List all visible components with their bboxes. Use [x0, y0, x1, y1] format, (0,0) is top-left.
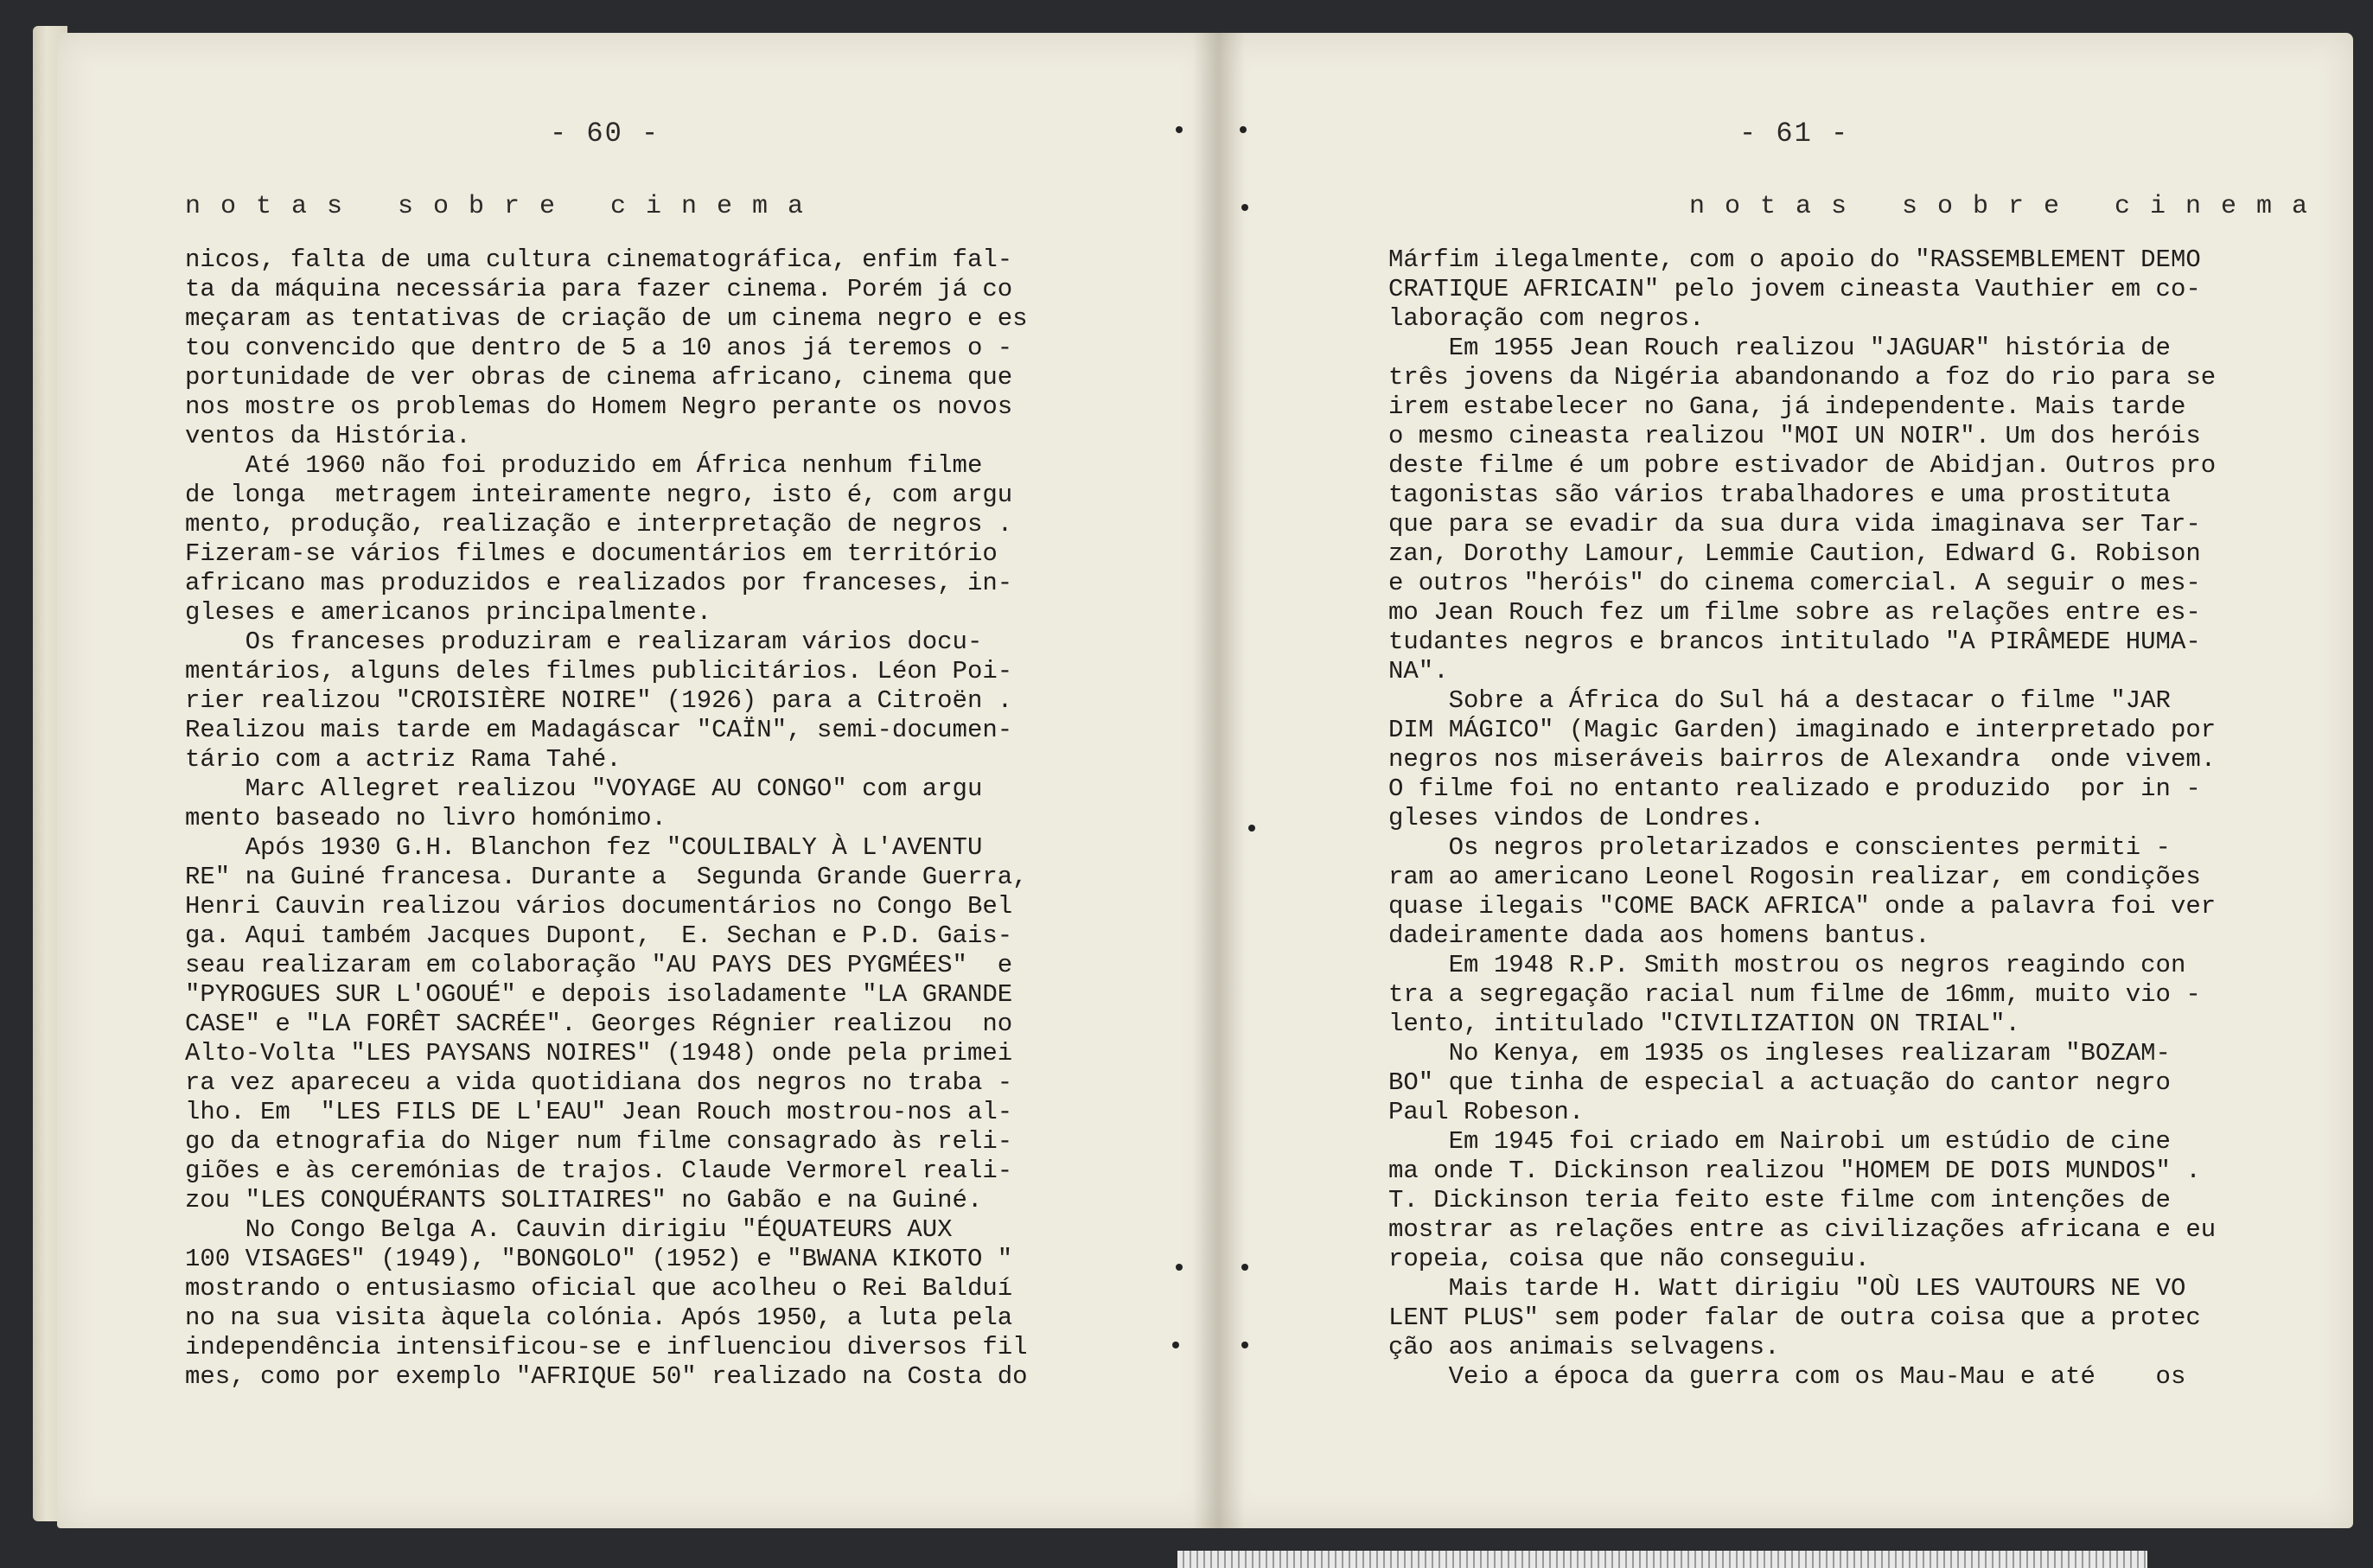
text-line: de longa metragem inteiramente negro, isto é, com argu	[185, 481, 1013, 509]
text-line: laboração com negros.	[1388, 304, 1705, 333]
text-line: Fizeram-se vários filmes e documentários em território	[185, 539, 998, 568]
text-line: negros nos miseráveis bairros de Alexandra onde vivem.	[1388, 745, 2217, 774]
text-line: nicos, falta de uma cultura cinematográfica, enfim fal-	[185, 245, 1013, 274]
text-line: Realizou mais tarde em Madagáscar "CAÏN", semi-documen-	[185, 716, 1013, 744]
text-line: Até 1960 não foi produzido em África nenhum filme	[185, 451, 983, 480]
page-number: - 60 -	[550, 118, 660, 150]
text-line: No Congo Belga A. Cauvin dirigiu "ÉQUATEURS AUX	[185, 1215, 953, 1244]
text-line: giões e às ceremónias de trajos. Claude Vermorel reali-	[185, 1157, 1013, 1185]
text-line: e outros "heróis" do cinema comercial. A seguir o mes-	[1388, 569, 2201, 597]
text-line: Mais tarde H. Watt dirigiu "OÙ LES VAUTOURS NE VO	[1388, 1274, 2186, 1303]
text-line: CASE" e "LA FORÊT SACRÉE". Georges Régnier realizou no	[185, 1010, 1013, 1038]
binding-hole	[1176, 126, 1183, 133]
text-line: ção aos animais selvagens.	[1388, 1333, 1780, 1361]
text-line: mento baseado no livro homónimo.	[185, 804, 667, 832]
text-line: gleses e americanos principalmente.	[185, 598, 712, 627]
text-line: Sobre a África do Sul há a destacar o filme "JAR	[1388, 686, 2171, 715]
running-header: notas sobre cinema	[185, 192, 824, 221]
text-line: lho. Em "LES FILS DE L'EAU" Jean Rouch mostrou-nos al-	[185, 1098, 1013, 1126]
text-line: Márfim ilegalmente, com o apoio do "RASSEMBLEMENT DEMO	[1388, 245, 2201, 274]
binding-hole	[1176, 1264, 1183, 1271]
text-line: 100 VISAGES" (1949), "BONGOLO" (1952) e "BWANA KIKOTO "	[185, 1245, 1013, 1273]
text-line: T. Dickinson teria feito este filme com intenções de	[1388, 1186, 2171, 1214]
binding-hole	[1241, 1264, 1248, 1271]
text-line: mes, como por exemplo "AFRIQUE 50" realizado na Costa do	[185, 1362, 1028, 1391]
text-line: No Kenya, em 1935 os ingleses realizaram "BOZAM-	[1388, 1039, 2171, 1068]
text-line: BO" que tinha de especial a actuação do cantor negro	[1388, 1068, 2171, 1097]
text-line: go da etnografia do Niger num filme consagrado às reli-	[185, 1127, 1013, 1156]
text-line: rier realizou "CROISIÈRE NOIRE" (1926) para a Citroën .	[185, 686, 1013, 715]
page-number: - 61 -	[1739, 118, 1850, 150]
text-line: tou convencido que dentro de 5 a 10 anos já teremos o -	[185, 334, 1013, 362]
text-line: RE" na Guiné francesa. Durante a Segunda Grande Guerra,	[185, 863, 1028, 891]
text-line: tra a segregação racial num filme de 16mm, muito vio -	[1388, 980, 2201, 1009]
text-line: seau realizaram em colaboração "AU PAYS DES PYGMÉES" e	[185, 951, 1013, 979]
text-line: lento, intitulado "CIVILIZATION ON TRIAL".	[1388, 1010, 2020, 1038]
text-line: gleses vindos de Londres.	[1388, 804, 1765, 832]
text-line: Em 1955 Jean Rouch realizou "JAGUAR" história de	[1388, 334, 2171, 362]
text-line: nos mostre os problemas do Homem Negro perante os novos	[185, 392, 1013, 421]
text-line: Marc Allegret realizou "VOYAGE AU CONGO" com argu	[185, 774, 983, 803]
binding-hole	[1241, 1342, 1248, 1348]
text-line: independência intensificou-se e influenciou diversos fil	[185, 1333, 1028, 1361]
running-header: notas sobre cinema	[1689, 192, 2328, 221]
text-line: meçaram as tentativas de criação de um cinema negro e es	[185, 304, 1028, 333]
text-line: DIM MÁGICO" (Magic Garden) imaginado e interpretado por	[1388, 716, 2217, 744]
text-line: ma onde T. Dickinson realizou "HOMEM DE DOIS MUNDOS" .	[1388, 1157, 2201, 1185]
text-line: zan, Dorothy Lamour, Lemmie Caution, Edward G. Robison	[1388, 539, 2201, 568]
text-line: NA".	[1388, 657, 1449, 685]
text-line: Henri Cauvin realizou vários documentários no Congo Bel	[185, 892, 1013, 921]
text-line: tudantes negros e brancos intitulado "A PIRÂMEDE HUMA-	[1388, 628, 2201, 656]
scale-ruler	[1177, 1551, 2147, 1568]
binding-hole	[1172, 1342, 1179, 1348]
text-line: portunidade de ver obras de cinema africano, cinema que	[185, 363, 1013, 392]
text-line: no na sua visita àquela colónia. Após 1950, a luta pela	[185, 1303, 1013, 1332]
text-line: mo Jean Rouch fez um filme sobre as relações entre es-	[1388, 598, 2201, 627]
text-line: CRATIQUE AFRICAIN" pelo jovem cineasta Vauthier em co-	[1388, 275, 2201, 303]
text-line: ram ao americano Leonel Rogosin realizar, em condições	[1388, 863, 2201, 891]
text-line: LENT PLUS" sem poder falar de outra coisa que a protec	[1388, 1303, 2201, 1332]
left-page-body	[185, 245, 1028, 1392]
text-line: ventos da História.	[185, 422, 471, 450]
text-line: Em 1948 R.P. Smith mostrou os negros reagindo con	[1388, 951, 2186, 979]
text-line: africano mas produzidos e realizados por franceses, in-	[185, 569, 1013, 597]
binding-hole	[1240, 126, 1247, 133]
right-page-body	[1388, 245, 2216, 1392]
text-line: ra vez apareceu a vida quotidiana dos negros no traba -	[185, 1068, 1013, 1097]
text-line: Em 1945 foi criado em Nairobi um estúdio de cine	[1388, 1127, 2171, 1156]
text-line: ta da máquina necessária para fazer cinema. Porém já co	[185, 275, 1013, 303]
text-line: mostrar as relações entre as civilizações africana e eu	[1388, 1215, 2217, 1244]
text-line: zou "LES CONQUÉRANTS SOLITAIRES" no Gabão e na Guiné.	[185, 1186, 983, 1214]
text-line: tário com a actriz Rama Tahé.	[185, 745, 622, 774]
text-line: três jovens da Nigéria abandonando a foz do rio para se	[1388, 363, 2217, 392]
book-gutter	[1193, 33, 1245, 1528]
text-line: Os franceses produziram e realizaram vários docu-	[185, 628, 983, 656]
text-line: Após 1930 G.H. Blanchon fez "COULIBALY À L'AVENTU	[185, 833, 983, 862]
text-line: dadeiramente dada aos homens bantus.	[1388, 921, 1930, 950]
text-line: "PYROGUES SUR L'OGOUÉ" e depois isoladamente "LA GRANDE	[185, 980, 1013, 1009]
text-line: Os negros proletarizados e conscientes permiti -	[1388, 833, 2171, 862]
text-line: ropeia, coisa que não conseguiu.	[1388, 1245, 1870, 1273]
text-line: deste filme é um pobre estivador de Abidjan. Outros pro	[1388, 451, 2217, 480]
text-line: ga. Aqui também Jacques Dupont, E. Sechan e P.D. Gais-	[185, 921, 1013, 950]
text-line: quase ilegais "COME BACK AFRICA" onde a palavra foi ver	[1388, 892, 2217, 921]
text-line: mostrando o entusiasmo oficial que acolheu o Rei Balduí	[185, 1274, 1013, 1303]
text-line: mento, produção, realização e interpretação de negros .	[185, 510, 1013, 539]
text-line: O filme foi no entanto realizado e produzido por in -	[1388, 774, 2201, 803]
binding-hole	[1241, 204, 1248, 211]
text-line: tagonistas são vários trabalhadores e uma prostituta	[1388, 481, 2171, 509]
text-line: mentários, alguns deles filmes publicitários. Léon Poi-	[185, 657, 1013, 685]
text-line: Alto-Volta "LES PAYSANS NOIRES" (1948) onde pela primei	[185, 1039, 1013, 1068]
text-line: irem estabelecer no Gana, já independente. Mais tarde	[1388, 392, 2186, 421]
text-line: que para se evadir da sua dura vida imaginava ser Tar-	[1388, 510, 2201, 539]
text-line: Paul Robeson.	[1388, 1098, 1585, 1126]
text-line: Veio a época da guerra com os Mau-Mau e até os	[1388, 1362, 2186, 1391]
binding-hole	[1248, 825, 1255, 832]
text-line: o mesmo cineasta realizou "MOI UN NOIR". Um dos heróis	[1388, 422, 2201, 450]
